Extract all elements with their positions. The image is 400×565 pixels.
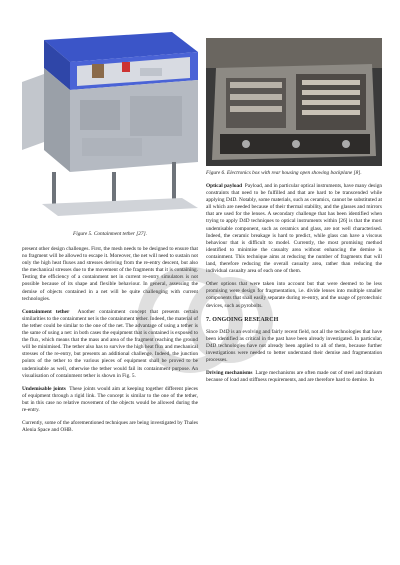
joints-heading: Undemisable joints — [22, 385, 66, 392]
joints-paragraph — [22, 386, 198, 414]
optical-paragraph — [206, 183, 382, 275]
figure-5-caption: Figure 5. Containment tether [27]. — [73, 231, 147, 237]
figure-5-containment-tether-image — [22, 22, 198, 222]
optical-text: Payload, and in particular optical instruments, have many design constraints that need to be fulfilled and that are hard to be transcended while applying D4D. Notably, some materials, such as ceramics, cannot be substituted at all which are needed because of their thermal stability, and the glasses and mirrors that are used for the lenses. A secondary challenge that has been identified when trying to apply D4D techniques to optical instruments within [26] is that the most undemisable component, such as ceramics and glass, are not well characterised. Indeed, the ceramic breakage is hard to predict, while glass can have a viscous behaviour that is difficult to model. Currently, the most promising method identified to minimise the casualty area without enhancing the demise is containment. This technique aims at reducing the number of fragments that will land, therefore reducing the overall casualty area, rather than reducing the individual casualty area of each one of them. — [206, 183, 382, 275]
tether-heading: Containment tether — [22, 308, 70, 315]
containment-tether-render — [22, 22, 198, 222]
joints-text: These joints would aim at keeping together different pieces of equipment through a rigid link. The concept is similar to the one of the tether, but in this case no relative movement of the objects would be allowed during the re-entry. — [22, 385, 198, 413]
driving-heading: Driving mechanisms — [206, 370, 253, 377]
left-column — [22, 0, 198, 440]
section-heading: 7. ONGOING RESEARCH — [206, 316, 279, 323]
optical-heading: Optical payload — [206, 183, 243, 189]
right-column — [206, 0, 382, 390]
section-paragraph: Since D4D is an evolving and fairly recent field, not all the technologies that have been identified as critical in the past have been already investigated. In particular, D4D technologies have not already been applied to all of them, because further investigations were needed to better understand their demise and fragmentation processes. — [206, 328, 382, 363]
other-options-paragraph: Other options that were taken into account but that were deemed to be less promising were design for fragmentation, i.e. divide lenses into multiple smaller components that shall easily separate during re-entry, and the usage of pyrotechnic devices, such as pyrobolts. — [206, 281, 382, 309]
tether-paragraph — [22, 309, 198, 380]
intro-paragraph: present other design challenges. First, the mesh needs to be designed to ensure that no fragment will be allowed to escape it. Moreover, the net will need to sustain not only the high heat fluxes and stresses deriving from the re-entry descent, but also the mechanical stresses due to the movement of the fragments that it is containing. Testing the efficiency of a containment net in current re-entry simulators is not possible because of its shape and flexible behaviour. In general, assessing the demise of objects contained in a net will be quite challenging with current technologies. — [22, 246, 198, 302]
electronics-box-photo — [206, 38, 382, 166]
driving-text: Large mechanisms are often made out of steel and titanium because of load and stiffness requirements, and are therefore hard to demise. In — [206, 370, 382, 384]
figure-6-caption: Figure 6. Electronics box with rear housing open showing backplane [8]. — [206, 170, 362, 176]
current-paragraph: Currently, some of the aforementioned techniques are being investigated by Thales Alenia Space and OHB. — [22, 420, 198, 434]
figure-6-electronics-box-image — [206, 38, 382, 166]
driving-paragraph — [206, 370, 382, 384]
tether-text: Another containment concept that presents certain similarities to the containment net is the containment tether. Indeed, the material of the tether could be similar to the one of the net. The advantage of using a tether is the same of using a net: in both cases the equipment that is contained is exposed to the flux, which means that the mass and area of the fragment reaching the ground will be minimised. The tether also has to survive the high heat flux and mechanical stresses of the re-entry, but presents an additional challenge. Indeed, the junction points of the tether to the various pieces of equipment shall be proved to be undemisable as well, otherwise the tether would fail its containment purpose. An visualisation of containment tether is shown in Fig. 5. — [22, 308, 199, 379]
